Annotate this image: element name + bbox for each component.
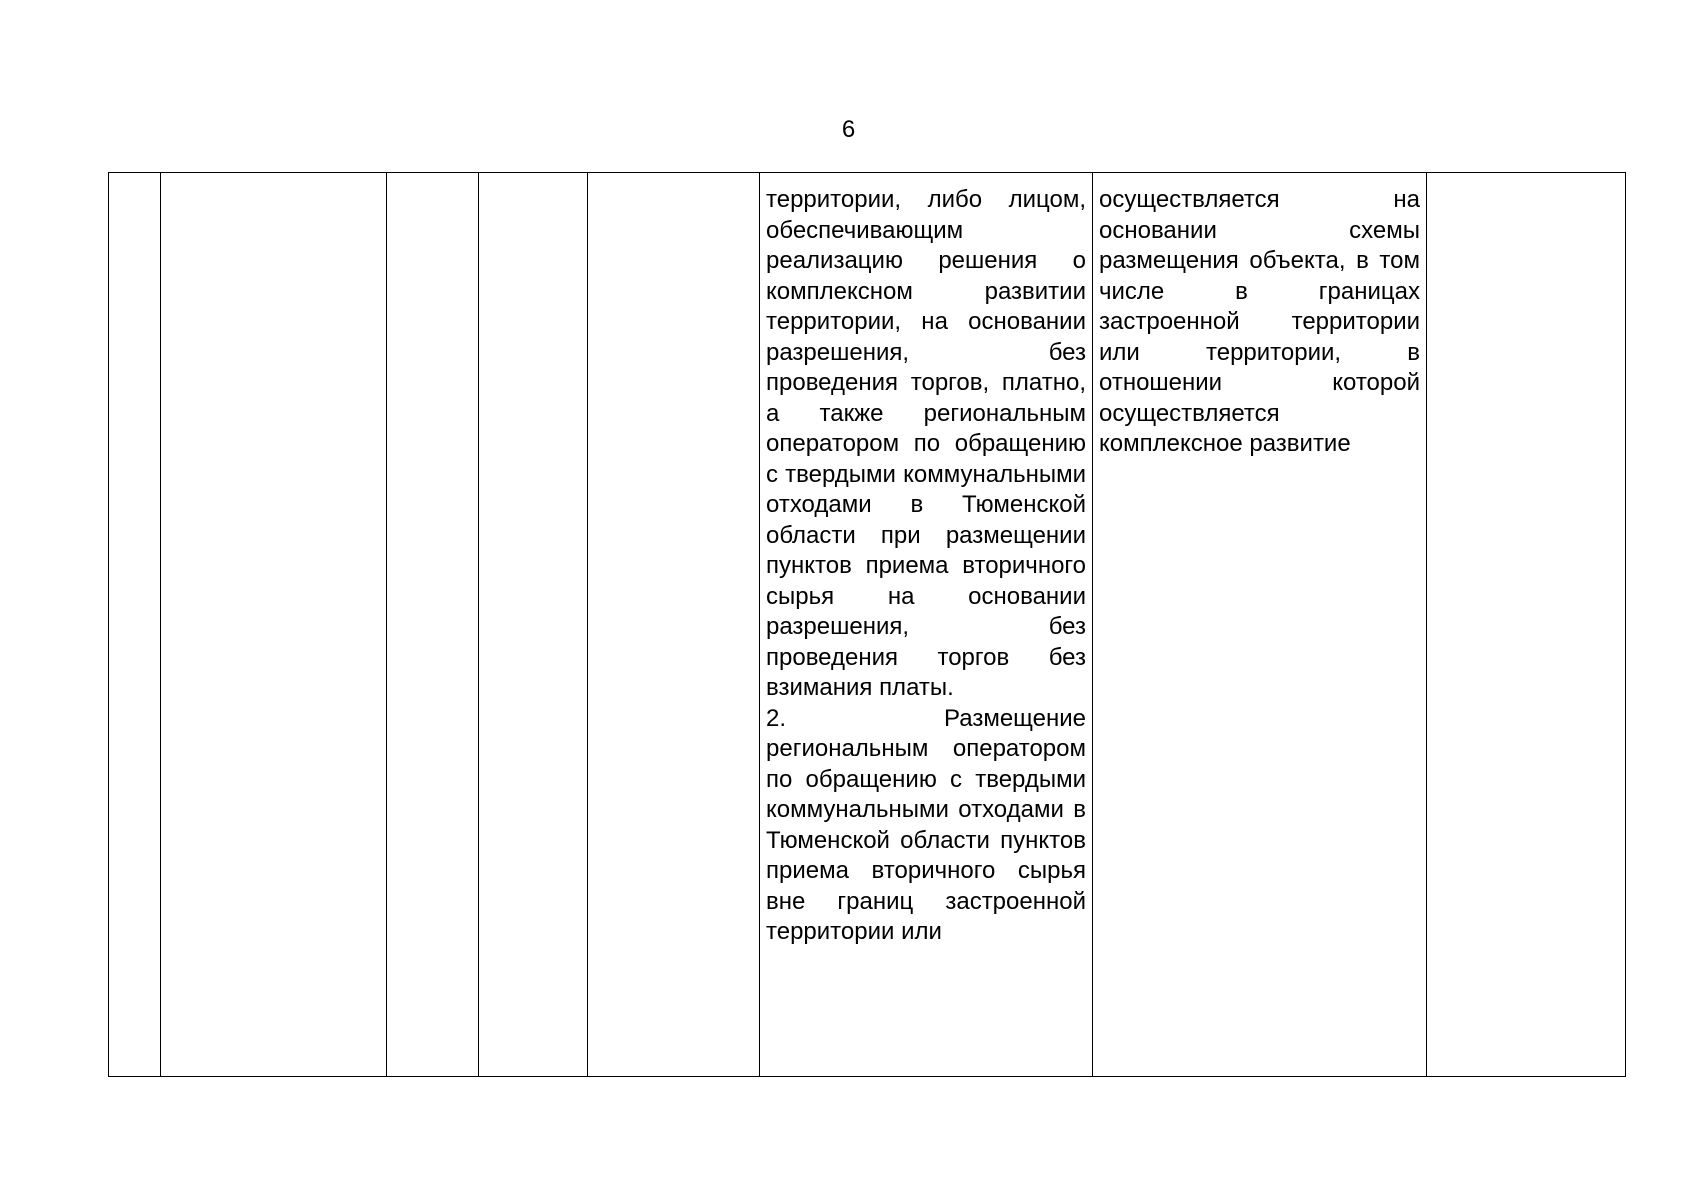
table-cell-col2 [161,173,387,1077]
table-cell-col6 [760,173,1093,1077]
table-cell-col8 [1427,173,1626,1077]
col6-paragraph-1: территории, либо лицом, обеспечивающим реализацию решения о комплексном развитии территории, на основании разрешения, без проведения торгов, платно, а также региональным оператором по обращению с твердыми коммунальными отходами в Тюменской области при размещении пунктов приема вторичного сырья на основании разрешения, без проведения торгов без взимания платы. [766,186,1086,701]
page-number: 6 [841,116,856,143]
table-cell-col7 [1093,173,1427,1077]
table-cell-col4 [479,173,588,1077]
table-cell-col3 [387,173,479,1077]
col6-paragraph-2: 2. Размещение региональным оператором по обращению с твердыми коммунальными отходами в Тюменской области пунктов приема вторичного сырья вне границ застроенной территории или [766,704,1086,945]
table-cell-col5 [588,173,760,1077]
document-table [108,172,1626,1077]
col7-paragraph: осуществляется на основании схемы размещения объекта, в том числе в границах застроенной территории или территории, в отношении которой осуществляется комплексное развитие [1099,186,1420,457]
table-row [109,173,1626,1077]
table-cell-col1 [109,173,161,1077]
